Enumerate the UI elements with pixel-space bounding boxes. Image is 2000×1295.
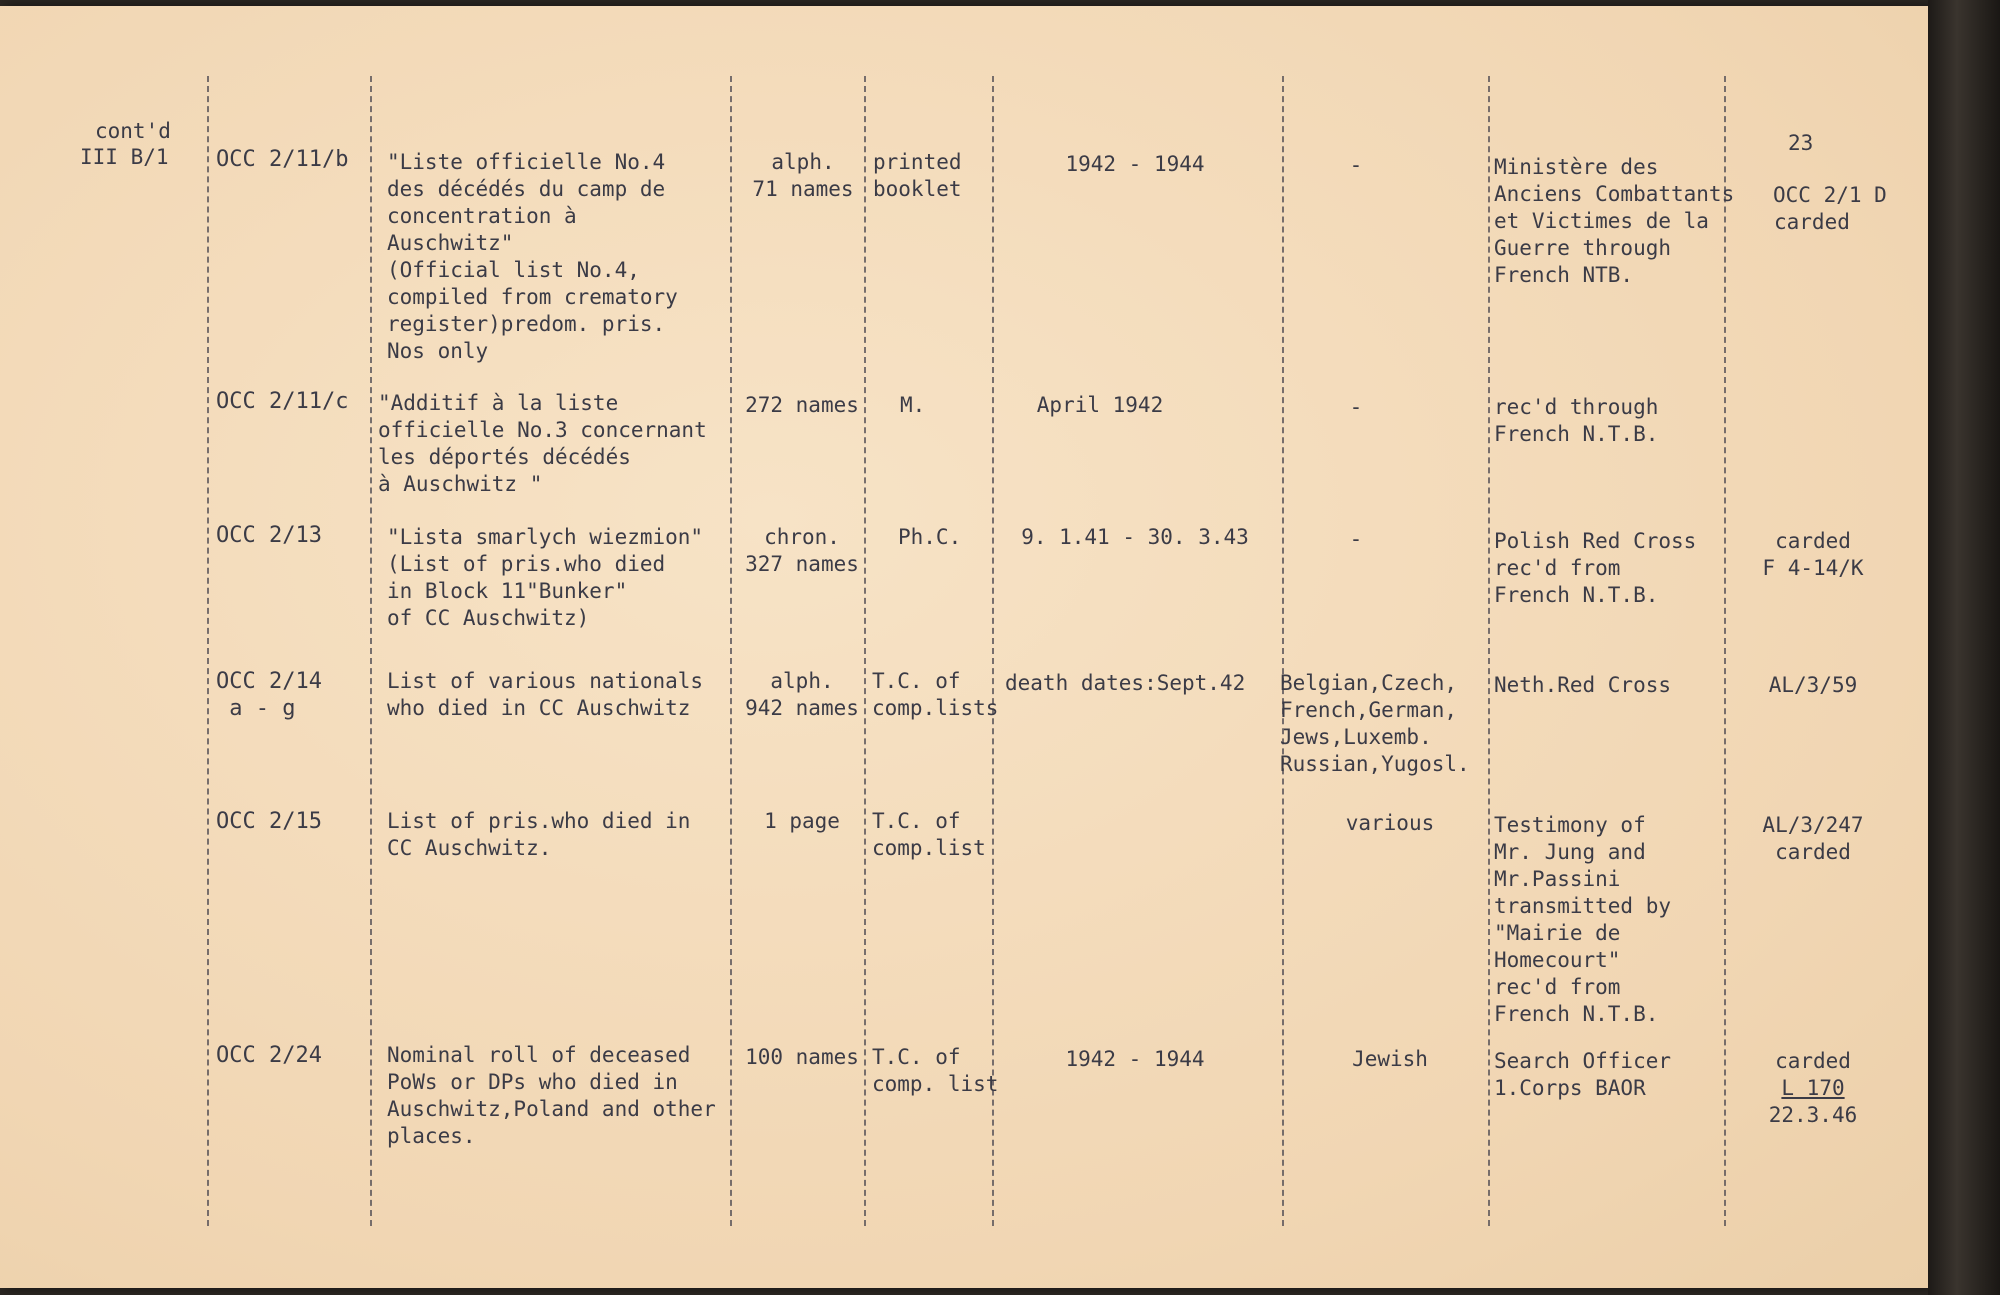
row-arrangement: alph. 942 names: [745, 669, 859, 720]
row-ref: OCC 2/11/b: [216, 147, 349, 172]
row-arrangement: alph. 71 names: [752, 150, 854, 201]
row-nationality: various: [1345, 811, 1435, 835]
column-divider: [1488, 76, 1490, 1226]
column-divider: [207, 76, 209, 1226]
row-ref: OCC 2/24: [216, 1043, 322, 1068]
column-divider: [730, 76, 732, 1226]
row-form: Ph.C.: [898, 525, 962, 549]
row-source: Search Officer 1.Corps BAOR: [1494, 1049, 1672, 1100]
row-dates: April 1942: [1036, 393, 1164, 417]
row-nationality: -: [1349, 153, 1363, 177]
row-nationality: -: [1349, 395, 1363, 419]
row-ref: OCC 2/13: [216, 523, 322, 548]
row-nationality: -: [1349, 527, 1363, 551]
row-source: Polish Red Cross rec'd from French N.T.B.: [1494, 529, 1697, 607]
row-source: Testimony of Mr. Jung and Mr.Passini transmitted by "Mairie de Homecourt" rec'd from French N.T.B.: [1494, 813, 1672, 1026]
row-ref: OCC 2/15: [216, 809, 322, 834]
row-dates: 1942 - 1944: [1065, 1047, 1205, 1071]
page-number: 23: [1788, 131, 1814, 155]
row-status: AL/3/59: [1768, 673, 1858, 697]
row-ref: OCC 2/14 a - g: [216, 669, 322, 721]
row-source: Ministère des Anciens Combattants et Victimes de la Guerre through French NTB.: [1494, 155, 1735, 287]
right-top-ref: OCC 2/1 D: [1773, 183, 1887, 207]
right-top-status: carded: [1774, 210, 1850, 234]
row-form: printed booklet: [873, 150, 962, 201]
card-edge-shadow: [1928, 0, 2000, 1295]
section-label: III B/1: [80, 145, 169, 169]
row-dates: 9. 1.41 - 30. 3.43: [1021, 525, 1249, 549]
row-source: rec'd through French N.T.B.: [1494, 395, 1659, 446]
row-status-ref: L 170: [1781, 1076, 1845, 1100]
row-title: "Lista smarlych wiezmion" (List of pris.who died in Block 11"Bunker" of CC Auschwitz): [387, 525, 704, 630]
row-arrangement: 100 names: [745, 1045, 859, 1069]
column-divider: [1282, 76, 1284, 1226]
index-card: [0, 6, 1928, 1288]
row-arrangement: 272 names: [745, 393, 859, 417]
row-status: carded F 4-14/K: [1762, 529, 1864, 580]
column-divider: [370, 76, 372, 1226]
row-status: carded: [1775, 1049, 1851, 1073]
row-title: List of various nationals who died in CC Auschwitz: [387, 669, 704, 720]
row-form: T.C. of comp. list: [872, 1045, 999, 1096]
row-status-date: 22.3.46: [1768, 1103, 1858, 1127]
row-dates: 1942 - 1944: [1065, 152, 1205, 176]
row-form: T.C. of comp.lists: [872, 669, 999, 720]
contd-label: cont'd: [95, 119, 171, 143]
row-title: "Additif à la liste officielle No.3 concernant les déportés décédés à Auschwitz ": [378, 391, 707, 496]
row-arrangement: 1 page: [764, 809, 840, 833]
column-divider: [864, 76, 866, 1226]
row-title: Nominal roll of deceased PoWs or DPs who died in Auschwitz,Poland and other places.: [387, 1043, 716, 1148]
row-arrangement: chron. 327 names: [745, 525, 859, 576]
row-ref: OCC 2/11/c: [216, 389, 349, 414]
row-source: Neth.Red Cross: [1494, 673, 1672, 697]
row-form: T.C. of comp.list: [872, 809, 986, 860]
row-title: List of pris.who died in CC Auschwitz.: [387, 809, 691, 860]
row-form: M.: [900, 393, 926, 417]
row-dates: death dates:Sept.42: [1005, 671, 1246, 695]
row-title: "Liste officielle No.4 des décédés du camp de concentration à Auschwitz" (Official list No.4, compiled from crematory register)predom. pris. Nos only: [387, 150, 678, 363]
row-nationality: Jewish: [1352, 1047, 1428, 1071]
row-status: AL/3/247 carded: [1762, 813, 1864, 864]
row-nationality: Belgian,Czech, French,German, Jews,Luxemb. Russian,Yugosl.: [1280, 671, 1470, 776]
